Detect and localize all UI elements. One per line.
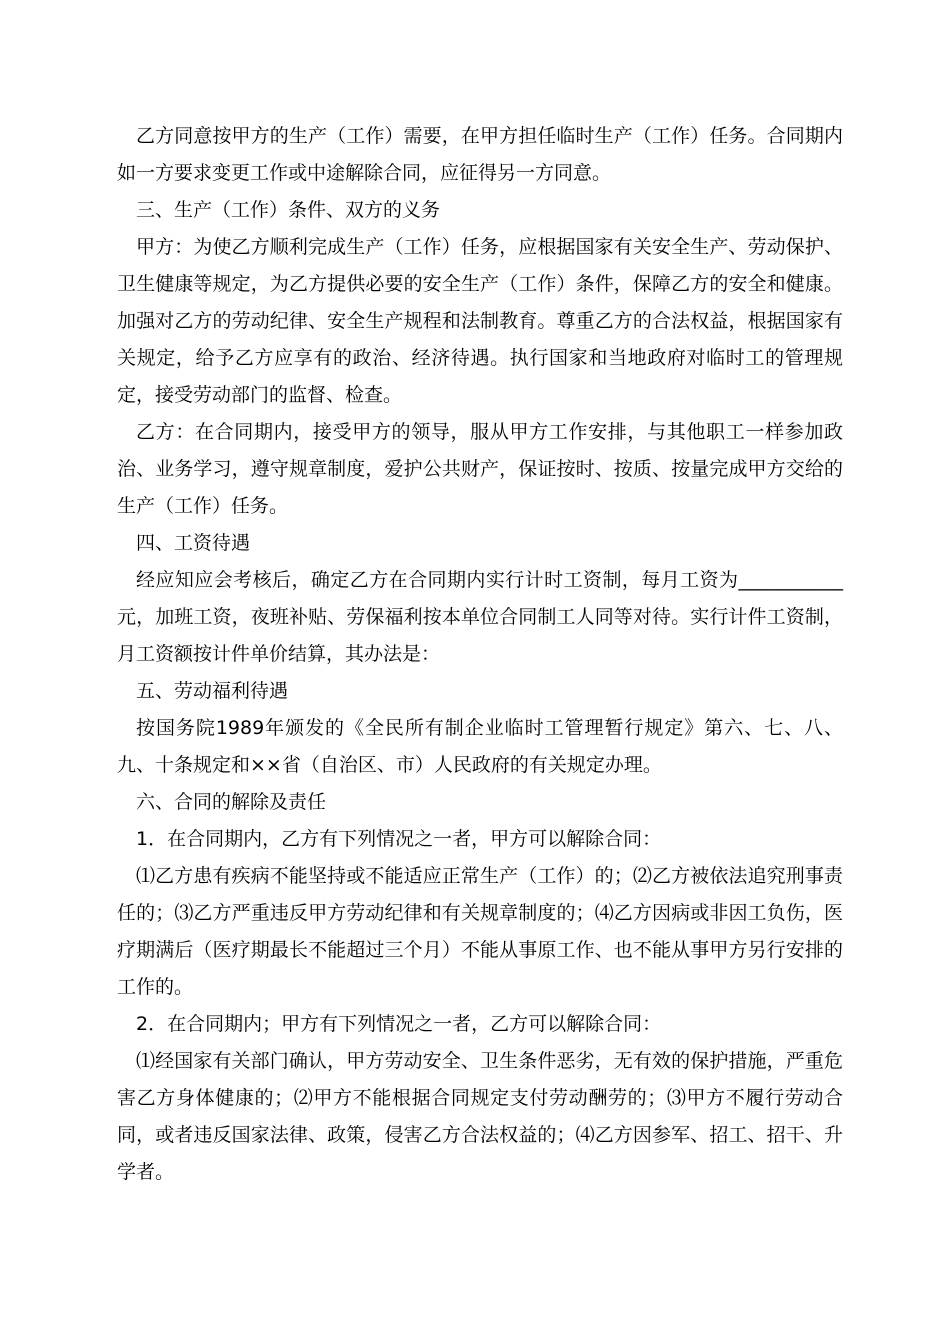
paragraph-clause-1-items: ⑴乙方患有疾病不能坚持或不能适应正常生产（工作）的；⑵乙方被依法追究刑事责任的；⑶乙方严重违反甲方劳动纪律和有关规章制度的；⑷乙方因病或非因工负伤，医疗期满后（医疗期最长不能超过三个月）不能从事原工作、也不能从事甲方另行安排的工作的。 [117, 865, 843, 998]
paragraph-clause-1-intro: 1．在合同期内，乙方有下列情况之一者，甲方可以解除合同： [136, 828, 662, 850]
paragraph-welfare-terms: 按国务院1989年颁发的《全民所有制企业临时工管理暂行规定》第六、七、八、九、十条规定和××省（自治区、市）人民政府的有关规定办理。 [117, 717, 843, 776]
paragraph-wage-terms: 经应知应会考核后，确定乙方在合同期内实行计时工资制，每月工资为___________元，加班工资，夜班补贴、劳保福利按本单位合同制工人同等对待。实行计件工资制，月工资额按计件单价结算，其办法是： [117, 569, 843, 665]
section-heading-conditions-obligations: 三、生产（工作）条件、双方的义务 [136, 199, 441, 221]
paragraph-clause-2-items: ⑴经国家有关部门确认，甲方劳动安全、卫生条件恶劣，无有效的保护措施，严重危害乙方身体健康的；⑵甲方不能根据合同规定支付劳动酬劳的；⑶甲方不履行劳动合同，或者违反国家法律、政策，侵害乙方合法权益的；⑷乙方因参军、招工、招干、升学者。 [117, 1050, 843, 1183]
paragraph-change-or-terminate: 乙方同意按甲方的生产（工作）需要，在甲方担任临时生产（工作）任务。合同期内如一方要求变更工作或中途解除合同，应征得另一方同意。 [117, 125, 843, 184]
paragraph-party-b-obligations: 乙方：在合同期内，接受甲方的领导，服从甲方工作安排，与其他职工一样参加政治、业务学习，遵守规章制度，爱护公共财产，保证按时、按质、按量完成甲方交给的生产（工作）任务。 [117, 421, 843, 517]
section-heading-welfare: 五、劳动福利待遇 [136, 680, 289, 702]
section-heading-termination: 六、合同的解除及责任 [136, 791, 327, 813]
paragraph-clause-2-intro: 2．在合同期内；甲方有下列情况之一者，乙方可以解除合同： [136, 1013, 662, 1035]
document-body [117, 118, 843, 1191]
paragraph-party-a-obligations: 甲方：为使乙方顺利完成生产（工作）任务，应根据国家有关安全生产、劳动保护、卫生健康等规定，为乙方提供必要的安全生产（工作）条件，保障乙方的安全和健康。加强对乙方的劳动纪律、安全生产规程和法制教育。尊重乙方的合法权益，根据国家有关规定，给予乙方应享有的政治、经济待遇。执行国家和当地政府对临时工的管理规定，接受劳动部门的监督、检查。 [117, 236, 843, 406]
section-heading-wages: 四、工资待遇 [136, 532, 251, 554]
